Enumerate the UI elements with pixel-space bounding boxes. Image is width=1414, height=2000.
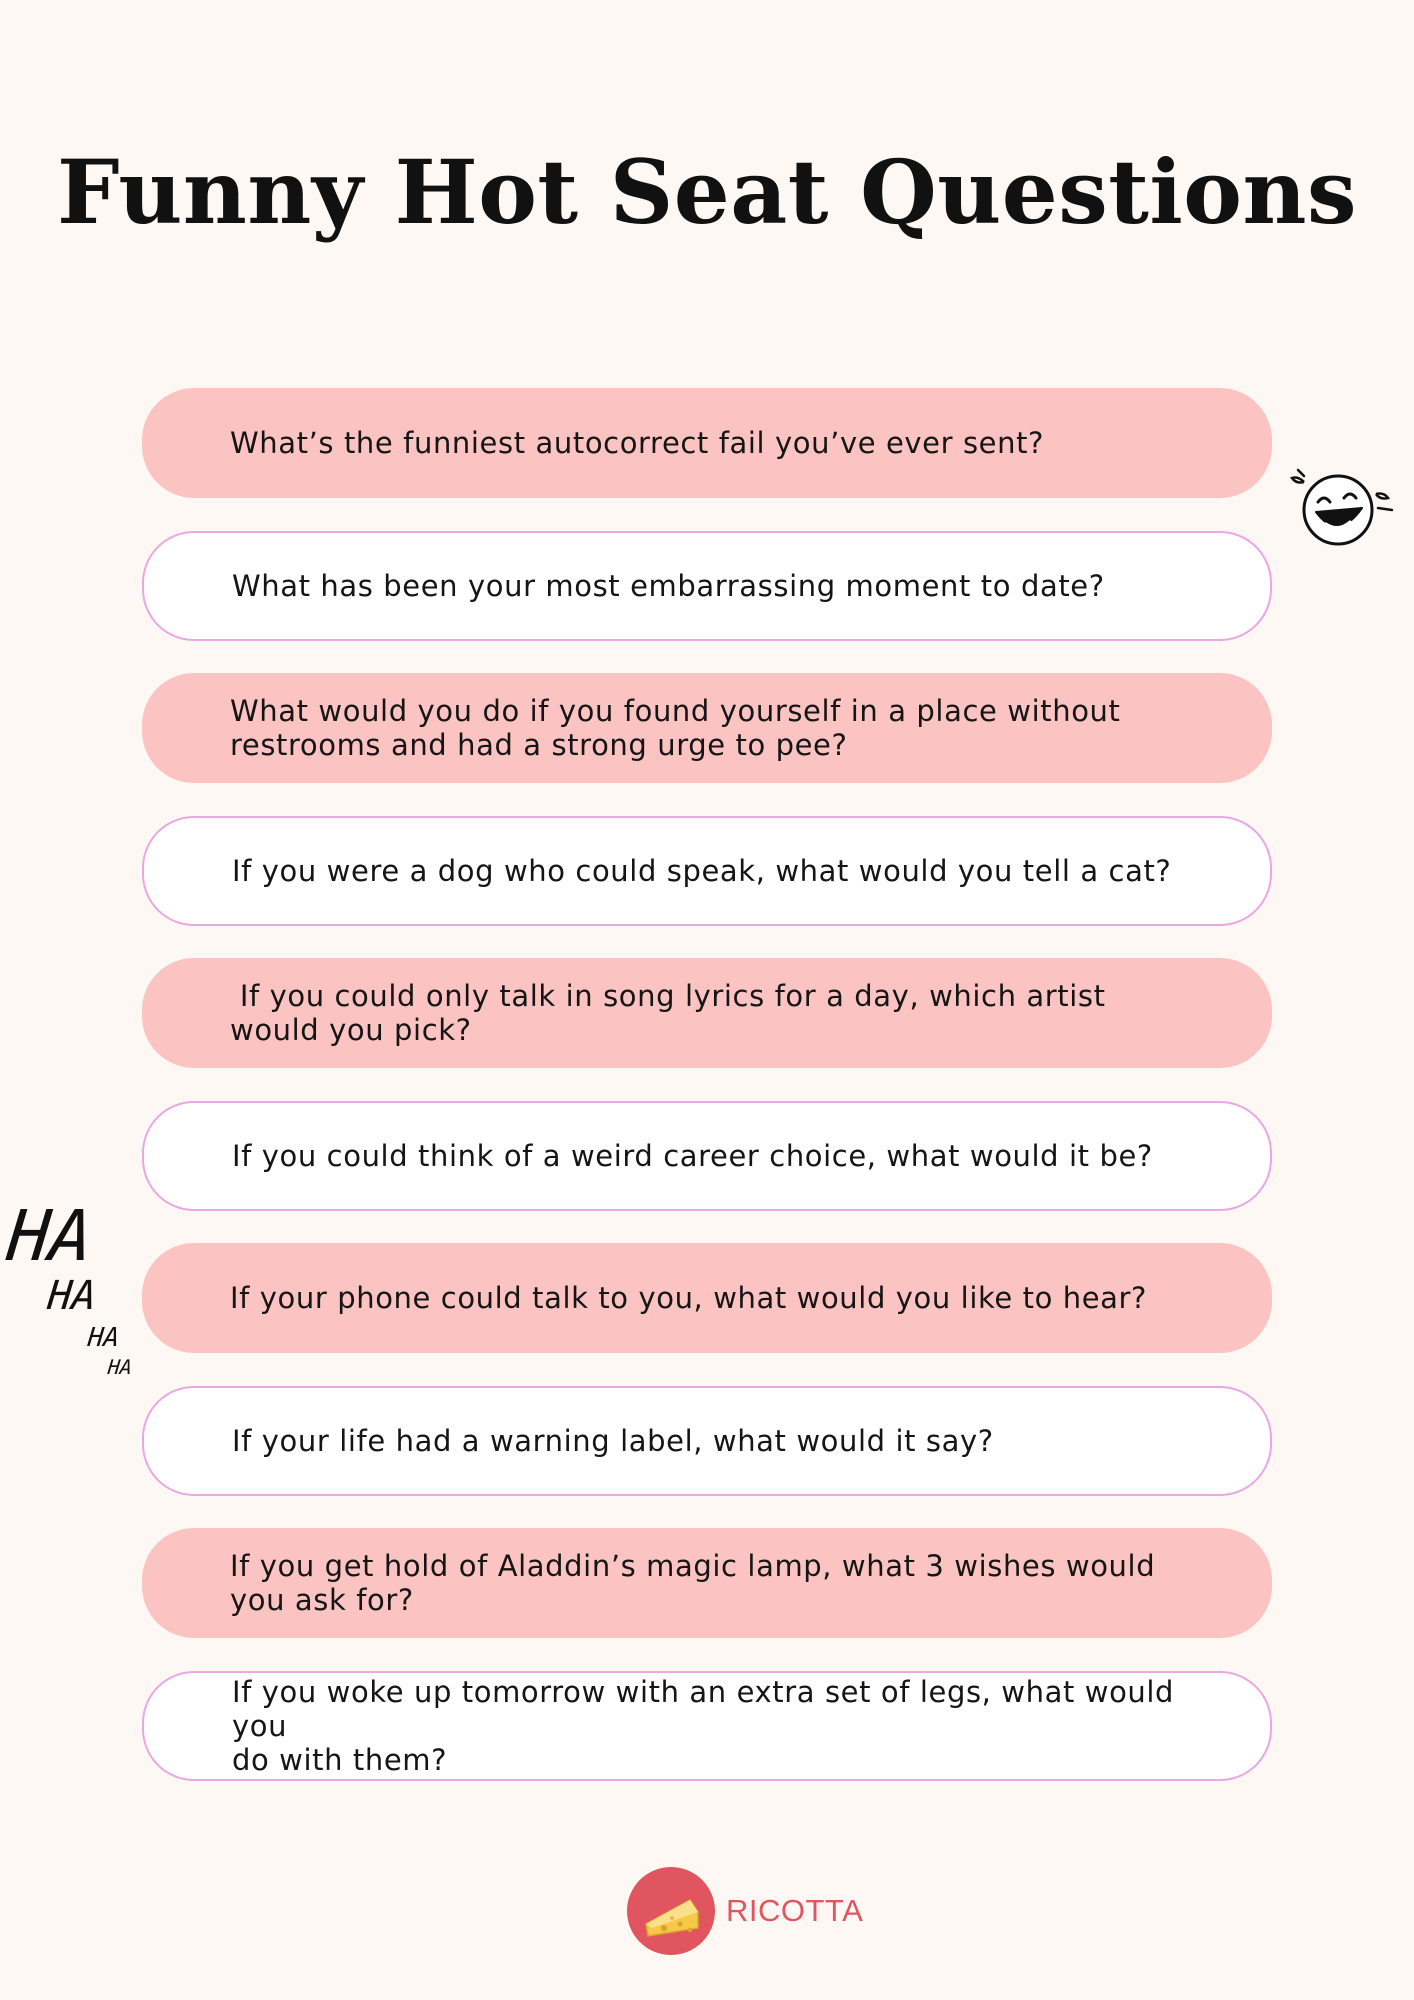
question-text: What’s the funniest autocorrect fail you’ve ever sent? <box>230 426 1045 460</box>
ha-ha-doodle <box>0 1195 150 1395</box>
question-card <box>142 1528 1272 1638</box>
question-card <box>142 1671 1272 1781</box>
brand-name: RICOTTA <box>726 1893 864 1928</box>
cheese-wedge-icon <box>626 1866 716 1956</box>
question-card <box>142 816 1272 926</box>
ha-text: HA <box>3 1195 97 1277</box>
question-text: If you could only talk in song lyrics for a day, which artist would you pick? <box>230 979 1106 1047</box>
question-card <box>142 1386 1272 1496</box>
question-card <box>142 958 1272 1068</box>
question-text: If your phone could talk to you, what would you like to hear? <box>230 1281 1148 1315</box>
question-card <box>142 673 1272 783</box>
question-card <box>142 531 1272 641</box>
ha-text: HA <box>86 1323 121 1353</box>
question-text: If you were a dog who could speak, what would you tell a cat? <box>232 853 1172 888</box>
ha-text: HA <box>45 1273 99 1319</box>
question-card <box>142 388 1272 498</box>
question-card <box>142 1101 1272 1211</box>
ha-text: HA <box>106 1355 134 1379</box>
question-text: If your life had a warning label, what would it say? <box>232 1423 994 1458</box>
question-card <box>142 1243 1272 1353</box>
question-text: If you could think of a weird career choice, what would it be? <box>232 1138 1153 1173</box>
question-text: If you get hold of Aladdin’s magic lamp, what 3 wishes would you ask for? <box>230 1549 1156 1617</box>
question-text: What would you do if you found yourself in a place without restrooms and had a strong urge to pee? <box>230 694 1121 762</box>
laughing-face-icon <box>1282 458 1402 554</box>
brand-footer <box>626 1866 863 1956</box>
question-text: What has been your most embarrassing moment to date? <box>232 568 1105 603</box>
question-list <box>142 388 1272 1813</box>
page-title: Funny Hot Seat Questions <box>56 140 1358 244</box>
question-text: If you woke up tomorrow with an extra set of legs, what would you do with them? <box>232 1674 1175 1777</box>
